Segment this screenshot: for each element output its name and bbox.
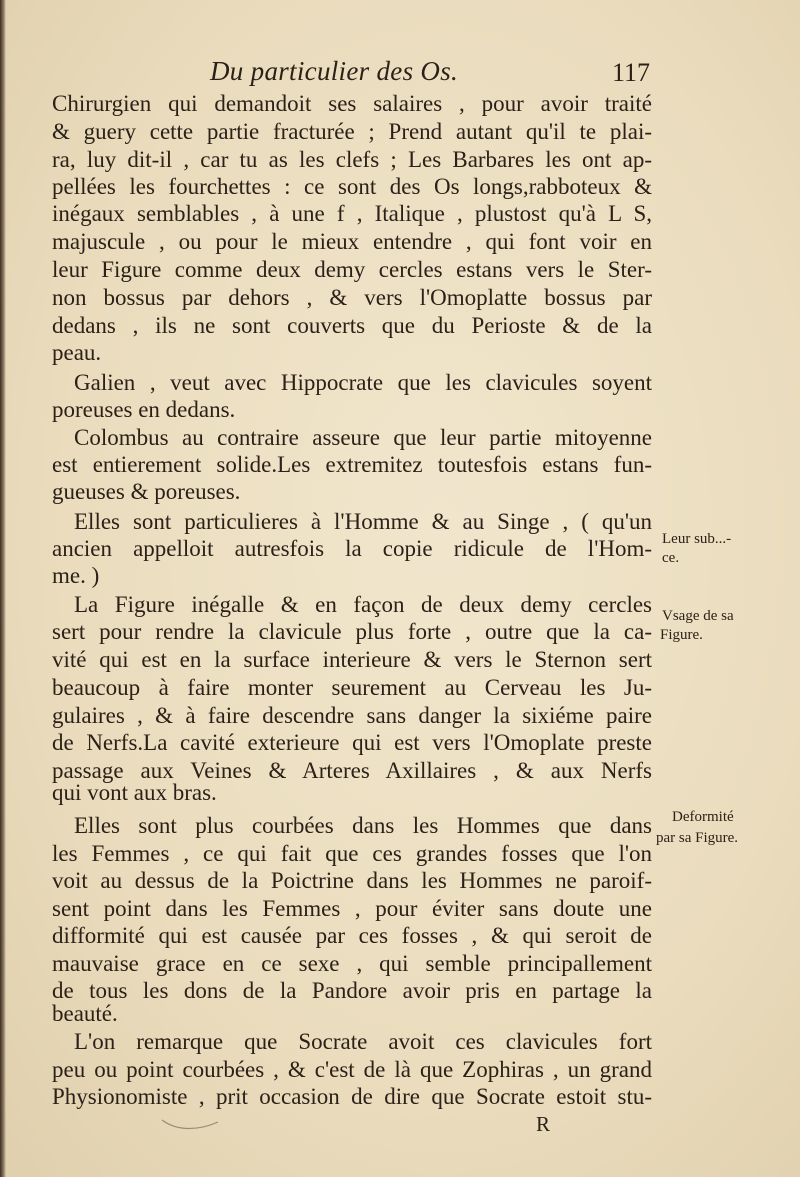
text-line: est entierement solide.Les extremitez toutesfois estans fun- <box>52 452 652 477</box>
signature-mark: R <box>536 1112 551 1136</box>
text-line: Elles sont particulieres à l'Homme & au Singe , ( qu'un <box>74 509 652 534</box>
text-line: La Figure inégalle & en façon de deux demy cercles <box>74 592 652 617</box>
text-line: Physionomiste , prit occasion de dire que Socrate estoit stu- <box>52 1084 652 1109</box>
margin-note: par sa Figure. <box>656 830 739 846</box>
text-line: gulaires , & à faire descendre sans danger la sixiéme paire <box>52 703 652 728</box>
margin-note: Deformité <box>672 809 734 825</box>
text-line: Chirurgien qui demandoit ses salaires , pour avoir traité <box>52 91 652 116</box>
text-line: passage aux Veines & Arteres Axillaires , & aux Nerfs <box>52 758 652 783</box>
text-line: non bossus par dehors , & vers l'Omoplatte bossus par <box>52 285 652 310</box>
text-line: leur Figure comme deux demy cercles estans vers le Ster- <box>52 257 652 282</box>
text-line: Elles sont plus courbées dans les Hommes que dans <box>74 813 652 838</box>
text-line: mauvaise grace en ce sexe , qui semble principallement <box>52 951 652 976</box>
text-line: L'on remarque que Socrate avoit ces clavicules fort <box>74 1029 652 1054</box>
text-line: difformité qui est causée par ces fosses , & qui seroit de <box>52 923 652 948</box>
margin-note: Figure. <box>660 627 703 643</box>
text-line: poreuses en dedans. <box>52 397 236 422</box>
text-line: ra, luy dit-il , car tu as les clefs ; Les Barbares les ont ap- <box>52 147 652 172</box>
text-line: de tous les dons de la Pandore avoir pris en partage la <box>52 978 652 1003</box>
text-line: beauté. <box>52 1001 118 1026</box>
text-line: peau. <box>52 340 102 365</box>
text-line: Galien , veut avec Hippocrate que les clavicules soyent <box>74 370 652 395</box>
text-line: les Femmes , ce qui fait que ces grandes fosses que l'on <box>52 841 652 866</box>
text-line: gueuses & poreuses. <box>52 479 241 504</box>
text-line: sert pour rendre la clavicule plus forte , outre que la ca- <box>52 619 652 644</box>
text-line: vité qui est en la surface interieure & vers le Sternon sert <box>52 647 652 672</box>
text-line: Colombus au contraire asseure que leur partie mitoyenne <box>74 425 652 450</box>
text-line: sent point dans les Femmes , pour éviter sans doute une <box>52 896 652 921</box>
text-line: qui vont aux bras. <box>52 780 217 805</box>
margin-note: Vsage de sa <box>662 608 734 624</box>
text-line: de Nerfs.La cavité exterieure qui est vers l'Omoplate preste <box>52 730 652 755</box>
text-line: majuscule , ou pour le mieux entendre , qui font voir en <box>52 229 652 254</box>
text-line: dedans , ils ne sont couverts que du Perioste & de la <box>52 313 652 338</box>
margin-note: ce. <box>662 550 680 566</box>
text-line: pellées les fourchettes : ce sont des Os longs,rabboteux & <box>52 174 652 199</box>
page-number: 117 <box>612 58 651 87</box>
text-line: ancien appelloit autresfois la copie ridicule de l'Hom- <box>52 536 652 561</box>
text-line: me. ) <box>52 563 100 588</box>
text-line: voit au dessus de la Poictrine dans les Hommes ne paroif- <box>52 868 652 893</box>
text-line: peu ou point courbées , & c'est de là que Zophiras , un grand <box>52 1057 652 1082</box>
margin-note: Leur sub...- <box>662 531 732 547</box>
text-line: beaucoup à faire monter seurement au Cerveau les Ju- <box>52 675 652 700</box>
flourish-ornament-icon <box>160 1116 220 1132</box>
running-title: Du particulier des Os. <box>210 56 459 86</box>
text-line: inégaux semblables , à une f , Italique , plustost qu'à L S, <box>52 201 652 226</box>
text-line: & guery cette partie fracturée ; Prend autant qu'il te plai- <box>52 119 652 144</box>
